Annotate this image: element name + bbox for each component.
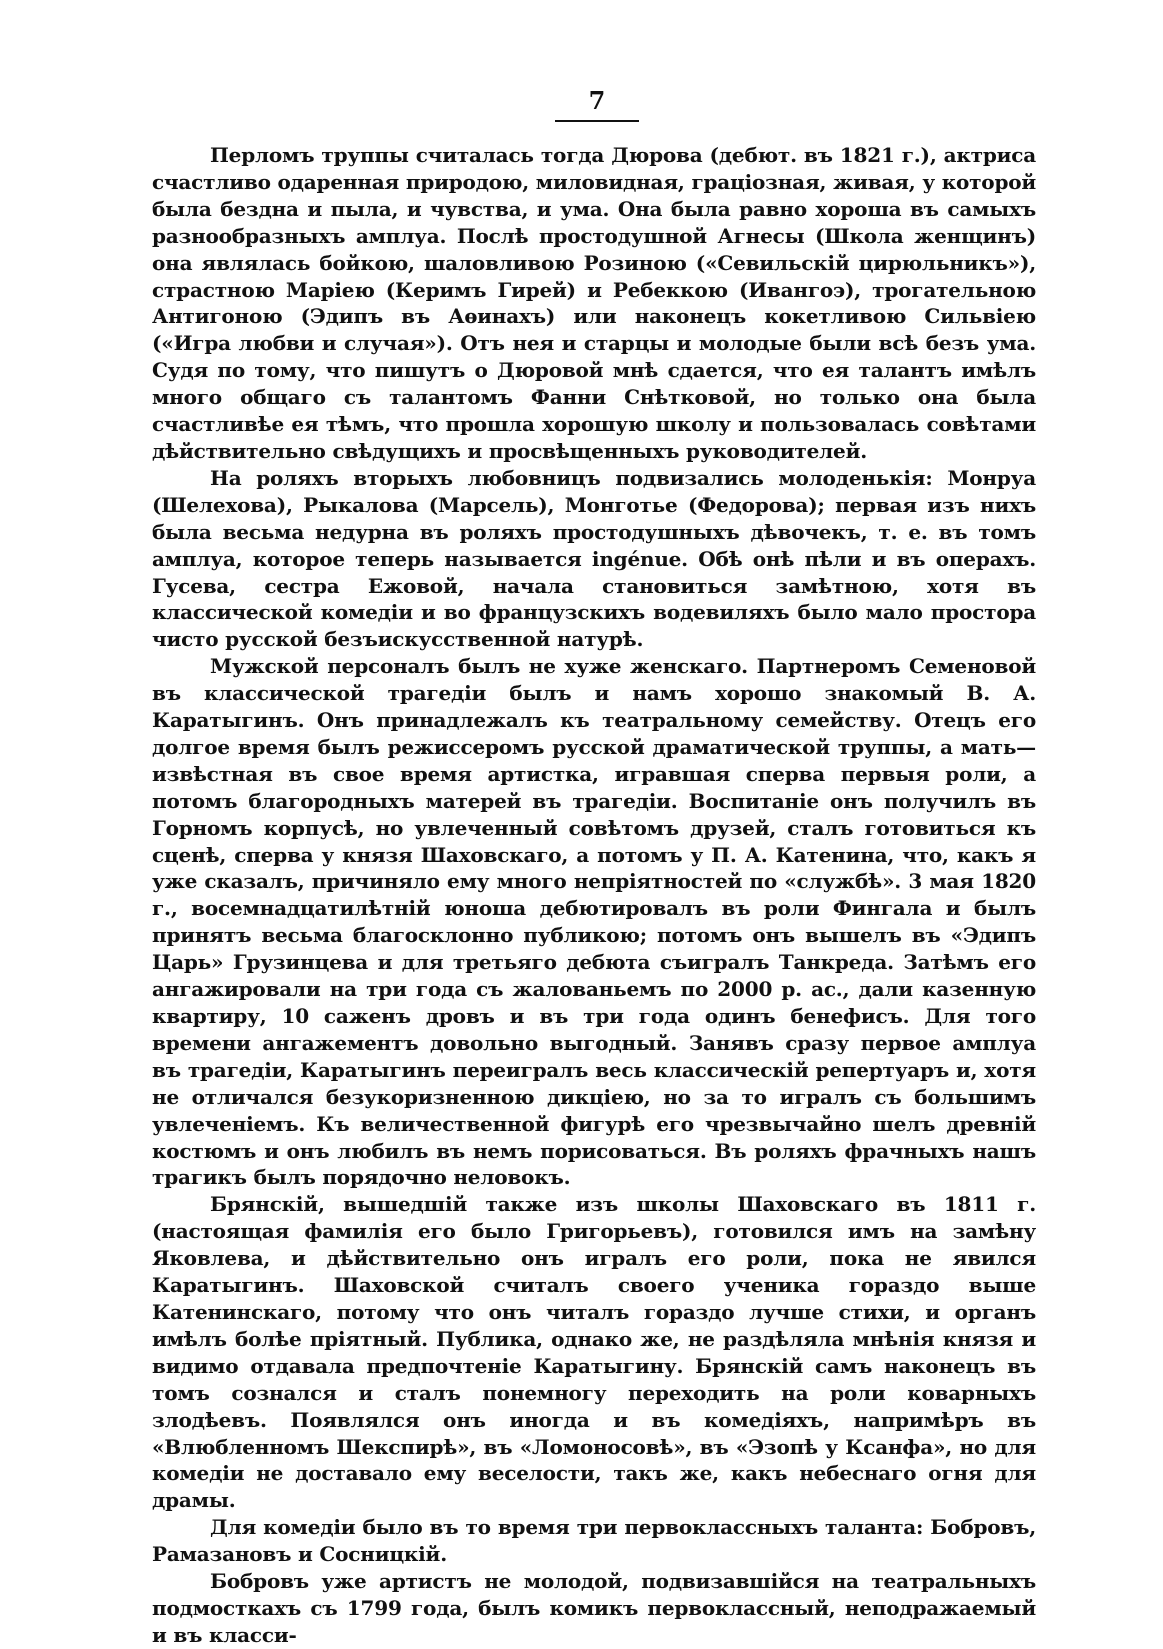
paragraph-bryansky: Брянскій, вышедшій также изъ школы Шаховскаго въ 1811 г. (настоящая фамилія его было Григорьевъ), готовился имъ на замѣну Яковлева, и дѣйствительно онъ игралъ его роли, пока не явился Каратыгинъ. Шаховской считалъ своего ученика гораздо выше Катенинскаго, потому что онъ читалъ гораздо лучше стихи, и органъ имѣлъ болѣе пріятный. Публика, однако же, не раздѣляла мнѣнія князя и видимо отдавала предпочтеніе Каратыгину. Брянскій самъ наконецъ въ томъ сознался и сталъ понемногу переходить на роли коварныхъ злодѣевъ. Появлялся онъ иногда и въ комедіяхъ, напримѣръ въ «Влюбленномъ Шекспирѣ», въ «Ломоносовѣ», въ «Эзопѣ у Ксанфа», но для комедіи не доставало ему веселости, такъ же, какъ небеснаго огня для драмы. bbox=[152, 1192, 1036, 1513]
paragraph-comedy-talents: Для комедіи было въ то время три первоклассныхъ таланта: Бобровъ, Рамазановъ и Сосницкій. bbox=[152, 1515, 1036, 1567]
paragraph-karatygin: Мужской персоналъ былъ не хуже женскаго. Партнеромъ Семеновой въ классической трагедіи былъ и намъ хорошо знакомый В. А. Каратыгинъ. Онъ принадлежалъ къ театральному семейству. Отецъ его долгое время былъ режиссеромъ русской драматической труппы, а мать—извѣстная въ свое время артистка, игравшая сперва первыя роли, а потомъ благородныхъ матерей въ трагедіи. Воспитаніе онъ получилъ въ Горномъ корпусѣ, но увлеченный совѣтомъ друзей, сталъ готовиться къ сценѣ, сперва у князя Шаховскаго, а потомъ у П. А. Катенина, что, какъ я уже сказалъ, причиняло ему много непріятностей по «службѣ». 3 мая 1820 г., восемнадцатилѣтній юноша дебютировалъ въ роли Фингала и былъ принятъ весьма благосклонно публикою; потомъ онъ вышелъ въ «Эдипъ Царь» Грузинцева и для третьяго дебюта съигралъ Танкреда. Затѣмъ его ангажировали на три года съ жалованьемъ по 2000 р. ас., дали казенную квартиру, 10 саженъ дровъ и въ три года одинъ бенефисъ. Для того времени ангажементъ довольно выгодный. Занявъ сразу первое амплуа въ трагедіи, Каратыгинъ переигралъ весь классическій репертуаръ и, хотя не отличался безукоризненною дикціею, но за то игралъ съ большимъ увлеченіемъ. Къ величественной фигурѣ его чрезвычайно шелъ древній костюмъ и онъ любилъ въ немъ порисоваться. Въ роляхъ фрачныхъ нашъ трагикъ былъ порядочно неловокъ. bbox=[152, 654, 1036, 1190]
paragraph-durova: Перломъ труппы считалась тогда Дюрова (дебют. въ 1821 г.), актриса счастливо одаренная природою, миловидная, граціозная, живая, у которой была бездна и пыла, и чувства, и ума. Она была равно хороша въ самыхъ разнообразныхъ амплуа. Послѣ простодушной Агнесы (Школа женщинъ) она являлась бойкою, шаловливою Розиною («Севильскій цирюльникъ»), страстною Маріею (Керимъ Гирей) и Ребеккою (Ивангоэ), трогательною Антигоною (Эдипъ въ Аѳинахъ) или наконецъ кокетливою Сильвіею («Игра любви и случая»). Отъ нея и старцы и молодые были всѣ безъ ума. Судя по тому, что пишутъ о Дюровой мнѣ сдается, что ея талантъ имѣлъ много общаго съ талантомъ Фанни Снѣтковой, но только она была счастливѣе ея тѣмъ, что прошла хорошую школу и пользовалась совѣтами дѣйствительно свѣдущихъ и просвѣщенныхъ руководителей. bbox=[152, 143, 1036, 463]
paragraph-second-lovers: На роляхъ вторыхъ любовницъ подвизались молоденькія: Монруа (Шелехова), Рыкалова (Марсель), Монготье (Федорова); первая изъ нихъ была весьма недурна въ роляхъ простодушныхъ дѣвочекъ, т. е. въ томъ амплуа, которое теперь называется ingénue. Обѣ онѣ пѣли и въ операхъ. Гусева, сестра Ежовой, начала становиться замѣтною, хотя въ классической комедіи и во французскихъ водевиляхъ было мало простора чисто русской безъискусственной натурѣ. bbox=[152, 465, 1036, 652]
page-number: 7 bbox=[588, 86, 606, 115]
page-body-text bbox=[152, 142, 1036, 1649]
paragraph-bobrov: Бобровъ уже артистъ не молодой, подвизавшійся на театральныхъ подмосткахъ съ 1799 года, былъ комикъ первоклассный, неподражаемый и въ класси- bbox=[152, 1569, 1036, 1647]
page-number-rule bbox=[555, 120, 639, 122]
